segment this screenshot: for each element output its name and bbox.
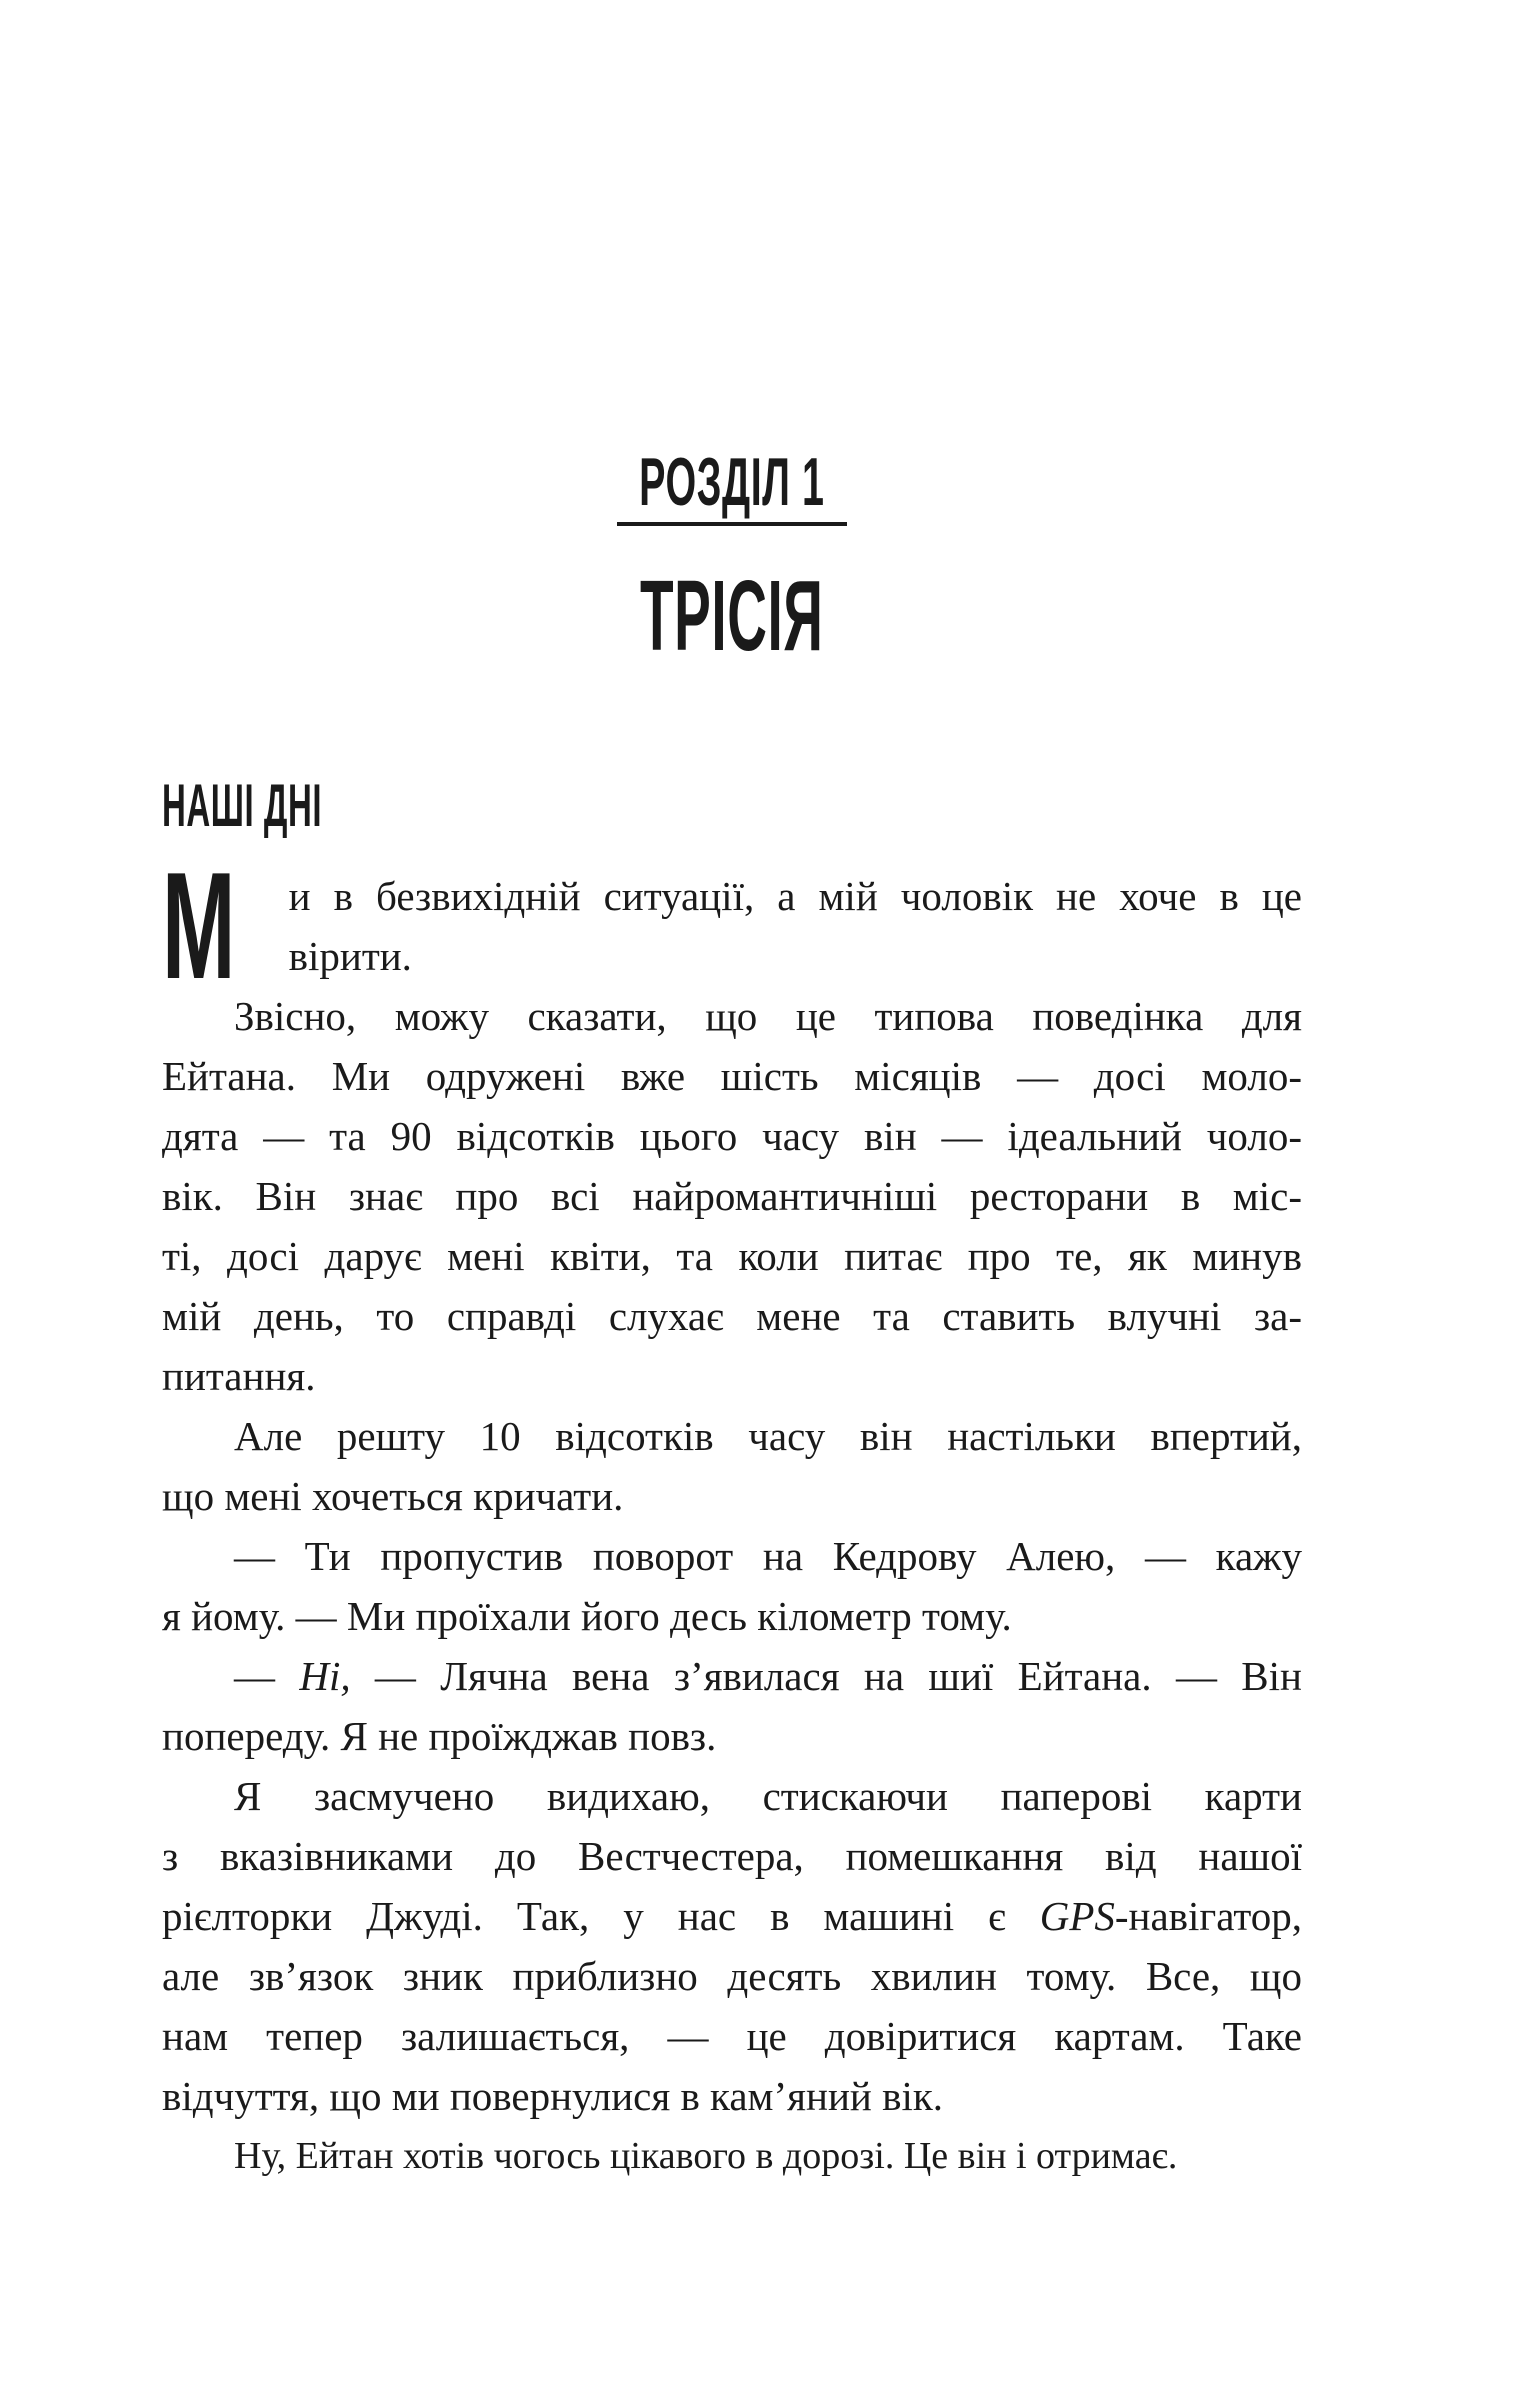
text-segment: вірити. (288, 933, 412, 979)
dropcap-box (162, 841, 289, 1011)
text-segment: дята — та 90 відсотків цього часу він — ідеальний чоло- (162, 1113, 1302, 1159)
text-segment: — Лячна вена з’явилася на шиї Ейтана. — Він (350, 1653, 1302, 1699)
text-line (162, 1406, 1302, 1466)
text-segment: нам тепер залишається, — це довіритися картам. Таке (162, 2013, 1302, 2059)
text-line (162, 1886, 1302, 1946)
italic-text: Ні, (299, 1653, 351, 1699)
dropcap-lines (289, 866, 1302, 986)
chapter-title (162, 560, 1302, 672)
section-label-text: НАШІ ДНІ (162, 772, 323, 839)
text-segment: и в безвихідній ситуації, а мій чоловік не хоче в це (288, 873, 1302, 919)
paragraph (162, 1766, 1302, 2126)
text-line (162, 1226, 1302, 1286)
text-segment: я йому. — Ми проїхали його десь кілометр тому. (162, 1593, 1012, 1639)
paragraph (162, 986, 1302, 1406)
text-line (162, 1346, 1302, 1406)
text-segment: що мені хочеться кричати. (162, 1473, 624, 1519)
chapter-label: РОЗДІЛ 1 (639, 444, 825, 520)
text-line (162, 1166, 1302, 1226)
text-segment: ті, досі дарує мені квіти, та коли питає про те, як минув (162, 1233, 1302, 1279)
text-segment: відчуття, що ми повернулися в кам’яний вік. (162, 2073, 944, 2119)
chapter-head (162, 444, 1302, 520)
text-segment: мій день, то справді слухає мене та ставить влучні за- (162, 1293, 1302, 1339)
body-text (162, 841, 1302, 2186)
text-line (162, 2066, 1302, 2126)
text-line (162, 2126, 1302, 2186)
text-line (162, 1046, 1302, 1106)
text-segment: рієлторки Джуді. Так, у нас в машині є (162, 1893, 1040, 1939)
text-line (289, 866, 1302, 926)
section-label (162, 772, 1302, 839)
chapter-rule (617, 522, 847, 526)
italic-text: GPS (1039, 1893, 1115, 1939)
text-segment: Я засмучено видихаю, стискаючи паперові карти (234, 1773, 1302, 1819)
text-line (162, 1946, 1302, 2006)
dropcap-letter: М (162, 841, 236, 1011)
text-line (162, 1286, 1302, 1346)
text-segment: попереду. Я не проїжджав повз. (162, 1713, 717, 1759)
text-segment: — (234, 1653, 300, 1699)
text-line (162, 1706, 1302, 1766)
text-segment: Але решту 10 відсотків часу він настільки впертий, (234, 1413, 1302, 1459)
dropcap-paragraph (162, 841, 1302, 1011)
text-segment: — Ти пропустив поворот на Кедрову Алею, — кажу (234, 1533, 1302, 1579)
text-line (162, 1766, 1302, 1826)
text-line (162, 1526, 1302, 1586)
text-line (162, 1586, 1302, 1646)
text-line (162, 986, 1302, 1046)
text-line (162, 1646, 1302, 1706)
paragraph (162, 1646, 1302, 1766)
text-line (162, 2006, 1302, 2066)
paragraph (162, 2126, 1302, 2186)
paragraph (162, 1526, 1302, 1646)
chapter-title-text: ТРІСІЯ (640, 560, 824, 672)
text-line (289, 926, 1302, 986)
text-segment: вік. Він знає про всі найромантичніші ресторани в міс- (162, 1173, 1302, 1219)
text-segment: Звісно, можу сказати, що це типова поведінка для (234, 993, 1302, 1039)
text-segment: з вказівниками до Вестчестера, помешкання від нашої (162, 1833, 1302, 1879)
text-segment: Ейтана. Ми одружені вже шість місяців — досі моло- (162, 1053, 1302, 1099)
text-line (162, 1466, 1302, 1526)
paragraph (162, 1406, 1302, 1526)
text-segment: питання. (162, 1353, 316, 1399)
text-line (162, 1826, 1302, 1886)
text-segment: -навігатор, (1114, 1893, 1302, 1939)
text-segment: але зв’язок зник приблизно десять хвилин тому. Все, що (162, 1953, 1302, 1999)
text-segment: Ну, Ейтан хотів чогось цікавого в дорозі. Це він і отримає. (234, 2135, 1178, 2177)
text-line (162, 1106, 1302, 1166)
